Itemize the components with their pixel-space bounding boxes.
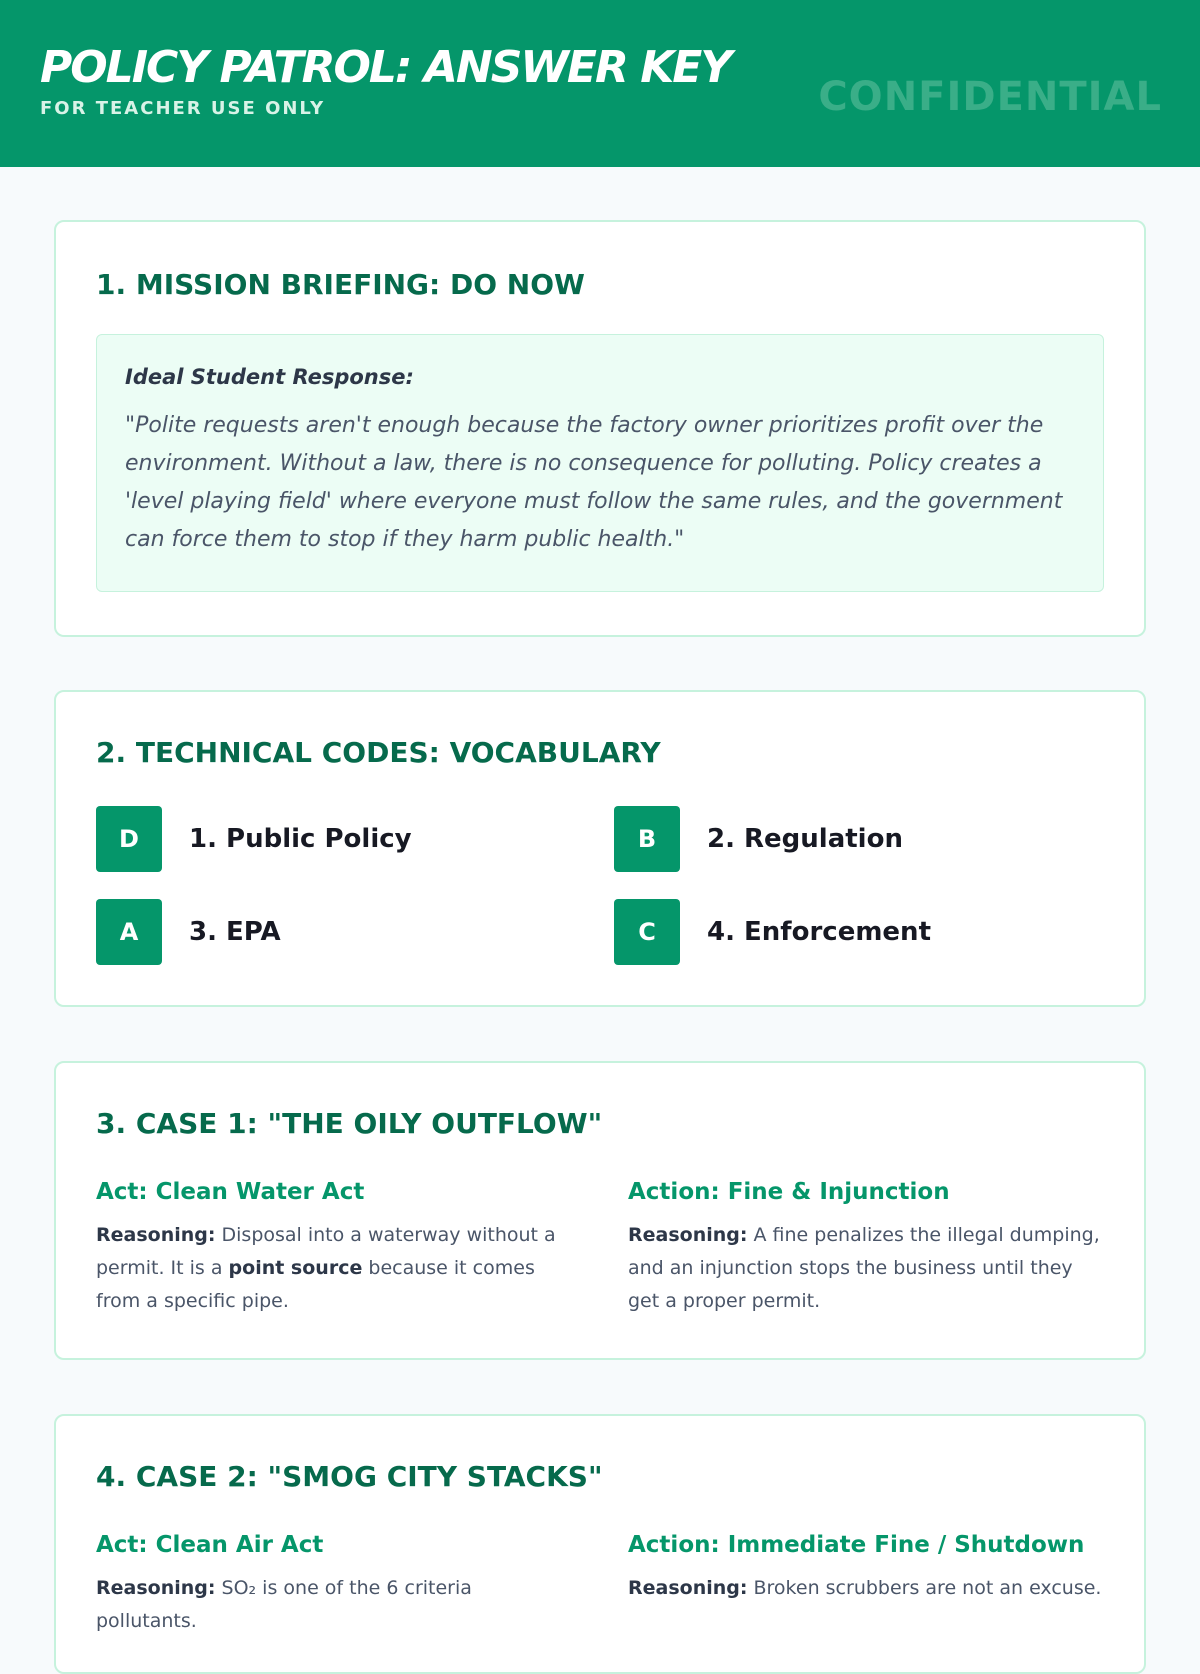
reasoning-label: Reasoning: [96, 1577, 216, 1599]
act-column [96, 1179, 572, 1318]
section-mission-briefing [54, 220, 1146, 637]
section-title: 1. MISSION BRIEFING: DO NOW [96, 268, 585, 301]
section-case-2 [54, 1414, 1146, 1674]
act-reasoning [96, 1219, 572, 1318]
reasoning-label: Reasoning: [628, 1224, 748, 1246]
action-heading: Action: Fine & Injunction [628, 1179, 950, 1205]
reasoning-text: Broken scrubbers are not an excuse. [747, 1577, 1102, 1599]
vocab-item [96, 806, 556, 872]
section-title: 2. TECHNICAL CODES: VOCABULARY [96, 736, 661, 769]
act-reasoning [96, 1572, 572, 1638]
action-column [628, 1532, 1104, 1605]
answer-letter-badge: D [96, 806, 162, 872]
response-text: "Polite requests aren't enough because the factory owner prioritizes profit over the environment. Without a law, there is no consequence for polluting. Policy creates a 'level playing field' where everyone must follow the same rules, and the government can force them to stop if they harm public health." [125, 413, 1063, 552]
action-heading: Action: Immediate Fine / Shutdown [628, 1532, 1085, 1558]
page-header [0, 0, 1200, 167]
vocab-term: 3. EPA [189, 917, 281, 947]
answer-letter-badge: A [96, 899, 162, 965]
act-column [96, 1532, 572, 1638]
reasoning-label: Reasoning: [628, 1577, 748, 1599]
answer-letter-badge: C [614, 899, 680, 965]
answer-letter-badge: B [614, 806, 680, 872]
reasoning-text: SO₂ is one of the 6 criteria pollutants. [96, 1577, 472, 1632]
vocab-item [614, 899, 1074, 965]
reasoning-text: Disposal into a waterway without a permit. It is a [96, 1224, 556, 1279]
action-reasoning [628, 1572, 1104, 1605]
vocab-item [614, 806, 1074, 872]
vocab-item [96, 899, 556, 965]
action-reasoning [628, 1219, 1104, 1318]
vocab-term: 1. Public Policy [189, 824, 412, 854]
action-column [628, 1179, 1104, 1318]
reasoning-label: Reasoning: [96, 1224, 216, 1246]
section-vocabulary [54, 690, 1146, 1007]
page-subtitle: FOR TEACHER USE ONLY [40, 98, 326, 119]
act-heading: Act: Clean Air Act [96, 1532, 324, 1558]
reasoning-text: because it comes from a specific pipe. [96, 1257, 535, 1312]
act-heading: Act: Clean Water Act [96, 1179, 365, 1205]
section-case-1 [54, 1061, 1146, 1360]
section-title: 3. CASE 1: "THE OILY OUTFLOW" [96, 1107, 603, 1140]
section-title: 4. CASE 2: "SMOG CITY STACKS" [96, 1460, 603, 1493]
response-label: Ideal Student Response: [125, 365, 414, 389]
confidential-watermark: CONFIDENTIAL [818, 74, 1162, 120]
ideal-response-box [96, 334, 1104, 592]
vocab-term: 2. Regulation [707, 824, 903, 854]
vocab-term: 4. Enforcement [707, 917, 931, 947]
reasoning-keyword: point source [228, 1257, 363, 1279]
page-title: POLICY PATROL: ANSWER KEY [40, 42, 731, 93]
reasoning-text: A fine penalizes the illegal dumping, and an injunction stops the business until they get a proper permit. [628, 1224, 1100, 1312]
